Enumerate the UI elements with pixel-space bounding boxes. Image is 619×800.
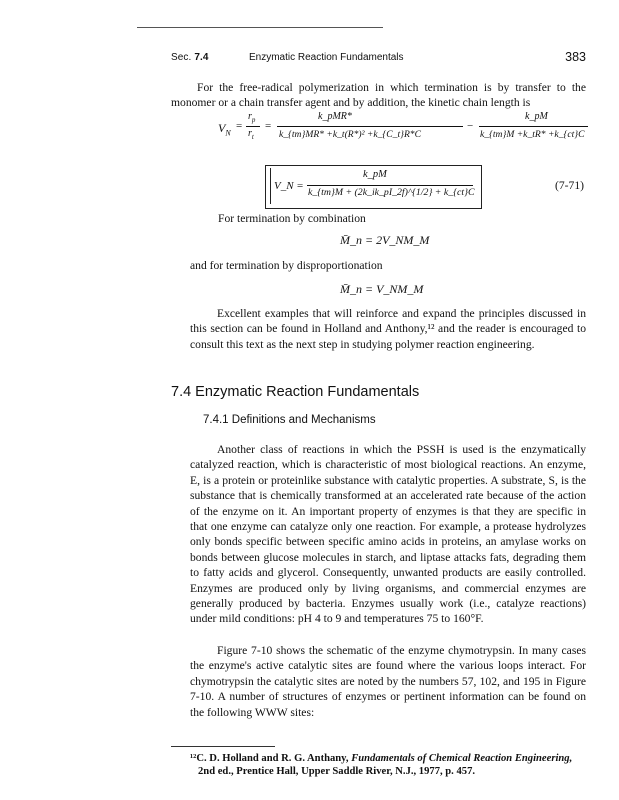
top-rule xyxy=(137,27,383,28)
footnote xyxy=(190,752,590,779)
eq1-rate-bar xyxy=(246,126,260,127)
eq1-equals-1: = xyxy=(236,120,243,132)
eq1-rate-num-sub: p xyxy=(251,116,256,124)
boxed-equation-7-71 xyxy=(265,165,482,209)
eq1-rate-den xyxy=(248,128,254,141)
intro-text: For the free-radical polymerization in which termination is by transfer to the monomer or a chain transfer agent and by addition, the kinetic chain length is xyxy=(171,81,586,110)
eq1-frac2-numerator: k_pM xyxy=(525,111,548,122)
eq1-minus: − xyxy=(467,120,474,132)
equation-disproportionation: M̄_n = V_NM_M xyxy=(340,282,424,296)
figure-paragraph: Figure 7-10 shows the schematic of the enzyme chymotrypsin. In many cases the enzyme's active catalytic sites are found where the various loops interact. For chymotrypsin the catalytic sites are noted by the numbers 57, 102, and 195 in Figure 7-10. A number of structures of enzymes or pertinent information can be found on the following WWW sites: xyxy=(190,644,586,719)
boxed-equation-inner xyxy=(270,168,476,204)
combination-text: For termination by combination xyxy=(218,212,366,225)
eq1-frac1-bar xyxy=(277,126,463,127)
eq1-rate-den-sub: t xyxy=(251,133,254,141)
eq1-rate-num xyxy=(248,111,255,124)
footnote-authors: C. D. Holland and R. G. Anthany, xyxy=(196,753,352,764)
boxed-eq-denominator: k_{tm}M + (2k_ik_pI_2f)^{1/2} + k_{ct}C xyxy=(308,187,475,198)
section-prefix: Sec. xyxy=(171,52,192,63)
footnote-marker: ¹² xyxy=(190,753,197,764)
eq1-rate-num-symbol: r xyxy=(248,111,252,122)
section-label xyxy=(171,52,209,63)
boxed-eq-lhs: V_N = xyxy=(274,180,304,192)
eq1-frac2-bar xyxy=(479,126,588,127)
examples-paragraph: Excellent examples that will reinforce and expand the principles discussed in this section can be found in Holland and Anthony,¹² and the reader is encouraged to consult this text as the next step in studying polymer reaction engineering. xyxy=(190,307,586,351)
eq1-lhs-symbol: V xyxy=(218,121,226,135)
boxed-eq-bar xyxy=(307,185,473,186)
eq1-frac1-denominator: k_{tm}MR* +k_t(R*)² +k_{C_t}R*C xyxy=(279,129,422,140)
section-number: 7.4 xyxy=(194,52,209,63)
eq1-frac2-denominator: k_{tm}M +k_tR* +k_{ct}C xyxy=(480,129,585,140)
eq1-lhs-sub: N xyxy=(225,128,231,138)
page-number: 383 xyxy=(565,50,586,64)
equation-number: (7-71) xyxy=(555,179,584,192)
footnote-rule xyxy=(171,746,275,747)
running-header xyxy=(171,50,586,66)
eq1-equals-2: = xyxy=(265,120,272,132)
equation-combination: M̄_n = 2V_NM_M xyxy=(340,233,430,247)
eq1-lhs xyxy=(218,121,231,137)
eq1-rate-den-symbol: r xyxy=(248,128,252,139)
intro-paragraph xyxy=(171,80,586,111)
footnote-edition: 2nd ed., Prentice Hall, Upper Saddle River, N.J., 1977, p. 457. xyxy=(198,766,476,778)
disproportionation-text: and for termination by disproportionation xyxy=(190,259,383,272)
section-heading: 7.4 Enzymatic Reaction Fundamentals xyxy=(171,384,420,400)
running-title: Enzymatic Reaction Fundamentals xyxy=(249,52,404,63)
subsection-heading: 7.4.1 Definitions and Mechanisms xyxy=(203,414,376,426)
eq1-frac1-numerator: k_pMR* xyxy=(318,111,352,122)
enzyme-paragraph: Another class of reactions in which the PSSH is used is the enzymatically catalyzed reaction, which is characteristic of most biological reactions. An enzyme, E, is a protein or proteinlike substance with catalytic properties. A substrate, S, is the substance that is chemically transformed at an accelerated rate because of the action of the enzyme on it. An important property of enzymes is that they are specific in that one enzyme can catalyze only one reaction. For example, a protease hydrolyzes only bonds specific between specific amino acids in proteins, an amylase works on bonds between glucose molecules in starch, and liptase attacks fats, degrading them to fatty acids and glycerol. Consequently, unwanted products are easily controlled. Enzymes are produced only by living organisms, and commercial enzymes are generally produced by bacteria. Enzymes usually work (i.e., catalyze reactions) under mild conditions: pH 4 to 9 and temperatures 75 to 160°F. xyxy=(190,443,586,626)
footnote-book-title: Fundamentals of Chemical Reaction Engineering, xyxy=(351,753,573,764)
boxed-eq-numerator: k_pM xyxy=(363,169,387,180)
